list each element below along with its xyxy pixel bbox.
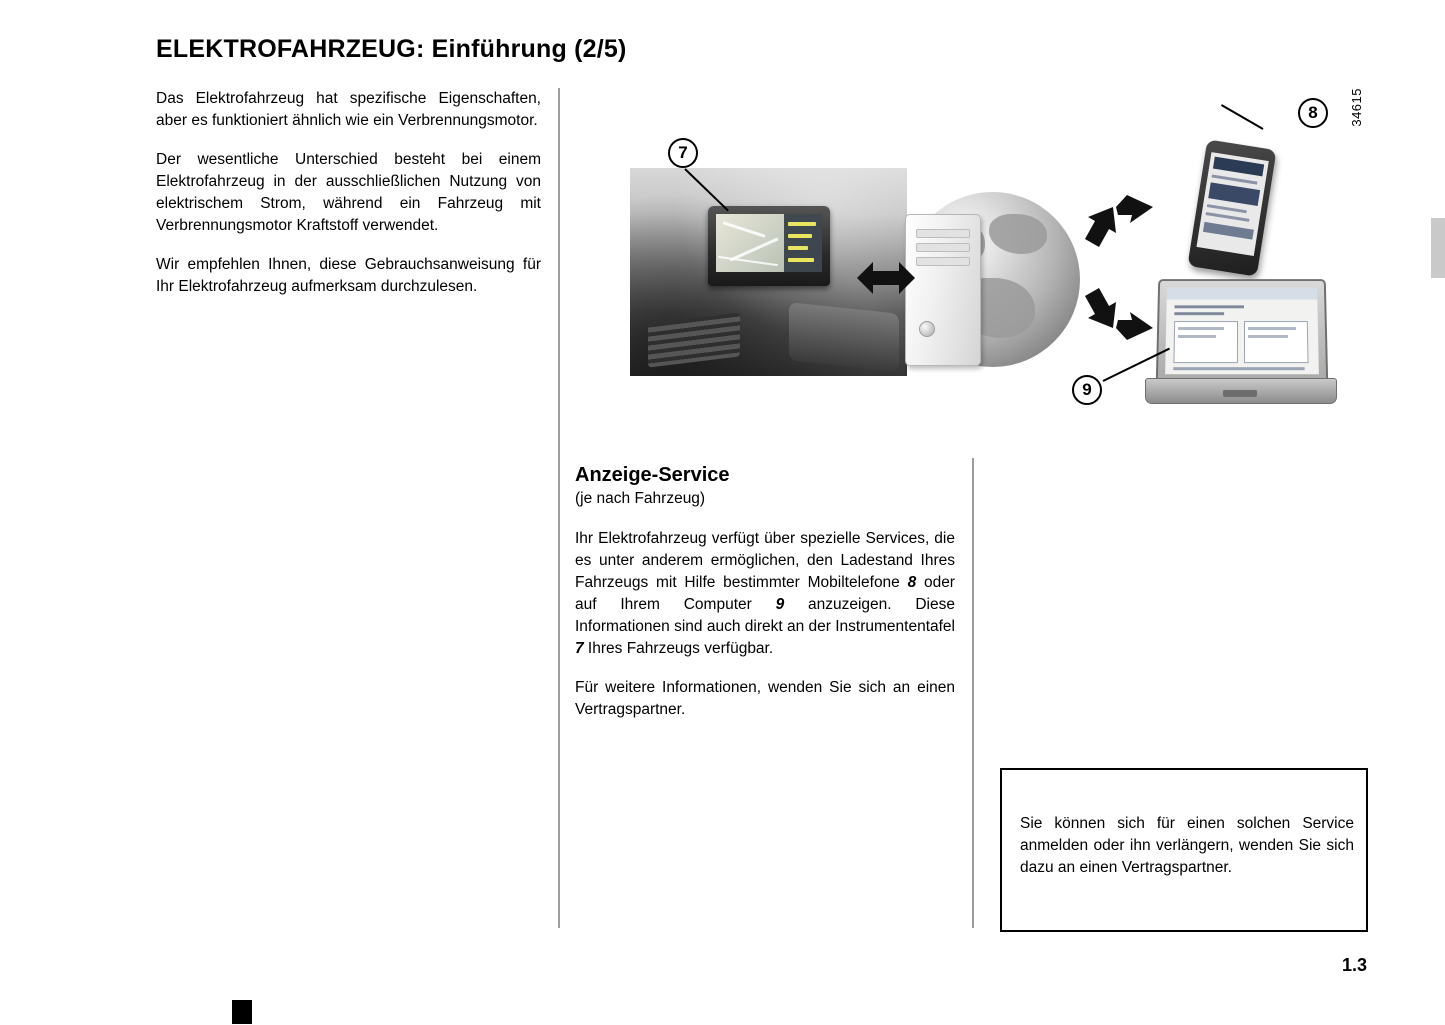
mid-text-c: anzuzeigen. Diese Informationen sind auch direkt an der Instrumententafel: [575, 596, 955, 635]
phone-screen-block: [1203, 222, 1254, 240]
drive-slot: [916, 229, 970, 238]
laptop-screen-line: [1248, 335, 1288, 338]
column-divider-right: [972, 458, 974, 928]
drive-slot: [916, 243, 970, 252]
smartphone-photo: [1187, 139, 1276, 276]
section-subheading: (je nach Fahrzeug): [575, 490, 706, 507]
left-paragraph-2: Der wesentliche Unterschied besteht bei einem Elektrofahrzeug in der ausschließlichen Nutzung von elektrischem Strom, während ein Fahrzeug mit Verbrennungsmotor Kraftstoff verwendet.: [156, 151, 541, 234]
laptop-screen-line: [1173, 367, 1304, 370]
laptop-screen-line: [1178, 335, 1216, 338]
laptop-screen-line: [1178, 327, 1224, 330]
phone-screen-line: [1207, 204, 1247, 213]
left-paragraph-1: Das Elektrofahrzeug hat spezifische Eigenschaften, aber es funktioniert ähnlich wie ein Verbrennungsmotor.: [156, 90, 541, 129]
page-title: [156, 35, 627, 64]
page-number: 1.3: [1341, 955, 1367, 975]
laptop-lid: [1156, 279, 1329, 386]
callout-7: 7: [668, 138, 698, 168]
figure-connected-services: [575, 88, 1375, 418]
page-title-sub: Einführung (2/5): [431, 35, 627, 63]
note-box: [1000, 768, 1368, 932]
mid-text-b: oder auf Ihrem Computer: [575, 574, 955, 613]
laptop-screen-line: [1174, 305, 1244, 308]
navigation-info-panel: [784, 214, 822, 272]
laptop-screen-topbar: [1167, 288, 1318, 300]
arrow-network-to-phone: [1083, 193, 1153, 251]
page-edge-tab: [1431, 218, 1445, 278]
phone-screen-line: [1206, 212, 1250, 222]
middle-paragraph-1: [575, 528, 955, 660]
page-title-main: ELEKTROFAHRZEUG:: [156, 35, 425, 63]
mid-text-d: Ihres Fahrzeugs verfügbar.: [583, 640, 774, 657]
figure-code: 34615: [1349, 88, 1364, 127]
center-console: [789, 302, 899, 372]
left-text-column: [156, 88, 541, 315]
section-heading: Anzeige-Service: [575, 464, 730, 486]
laptop-screen: [1165, 288, 1319, 374]
navigation-unit: [708, 206, 830, 286]
callout-9: 9: [1072, 375, 1102, 405]
desktop-computer-tower: [905, 214, 981, 366]
laptop-screen-line: [1248, 327, 1296, 330]
navigation-screen: [716, 214, 822, 272]
callout-8: 8: [1298, 98, 1328, 128]
phone-screen-block: [1208, 182, 1260, 206]
middle-text-column: [575, 463, 955, 738]
middle-paragraph-2: Für weitere Informationen, wenden Sie sich an einen Vertragspartner.: [575, 679, 955, 718]
globe-landmass: [989, 214, 1047, 254]
arrow-dashboard-to-network: [857, 256, 915, 300]
arrow-network-to-laptop: [1083, 284, 1153, 342]
ref-8: 8: [907, 574, 917, 591]
footer-marker: [232, 1000, 252, 1024]
left-paragraph-3: Wir empfehlen Ihnen, diese Gebrauchsanweisung für Ihr Elektrofahrzeug aufmerksam durchzulesen.: [156, 256, 541, 295]
phone-screen: [1196, 152, 1268, 256]
power-button-icon: [919, 321, 935, 337]
drive-slot: [916, 257, 970, 266]
column-divider-left: [558, 88, 560, 928]
laptop-photo: [1145, 278, 1335, 408]
phone-screen-header: [1213, 157, 1264, 177]
laptop-screen-line: [1174, 312, 1224, 315]
ref-7: 7: [575, 640, 584, 657]
callout-8-leader: [1221, 104, 1264, 130]
mid-text-a: Ihr Elektrofahrzeug verfügt über spezielle Services, die es unter anderem ermöglichen, den Ladestand Ihres Fahrzeugs mit Hilfe bestimmter Mobiltelefone: [575, 530, 955, 591]
ref-9: 9: [775, 596, 785, 613]
note-box-text: Sie können sich für einen solchen Service anmelden oder ihn verlängern, wenden Sie sich dazu an einen Vertragspartner.: [1020, 815, 1354, 876]
laptop-touchpad: [1223, 390, 1257, 397]
